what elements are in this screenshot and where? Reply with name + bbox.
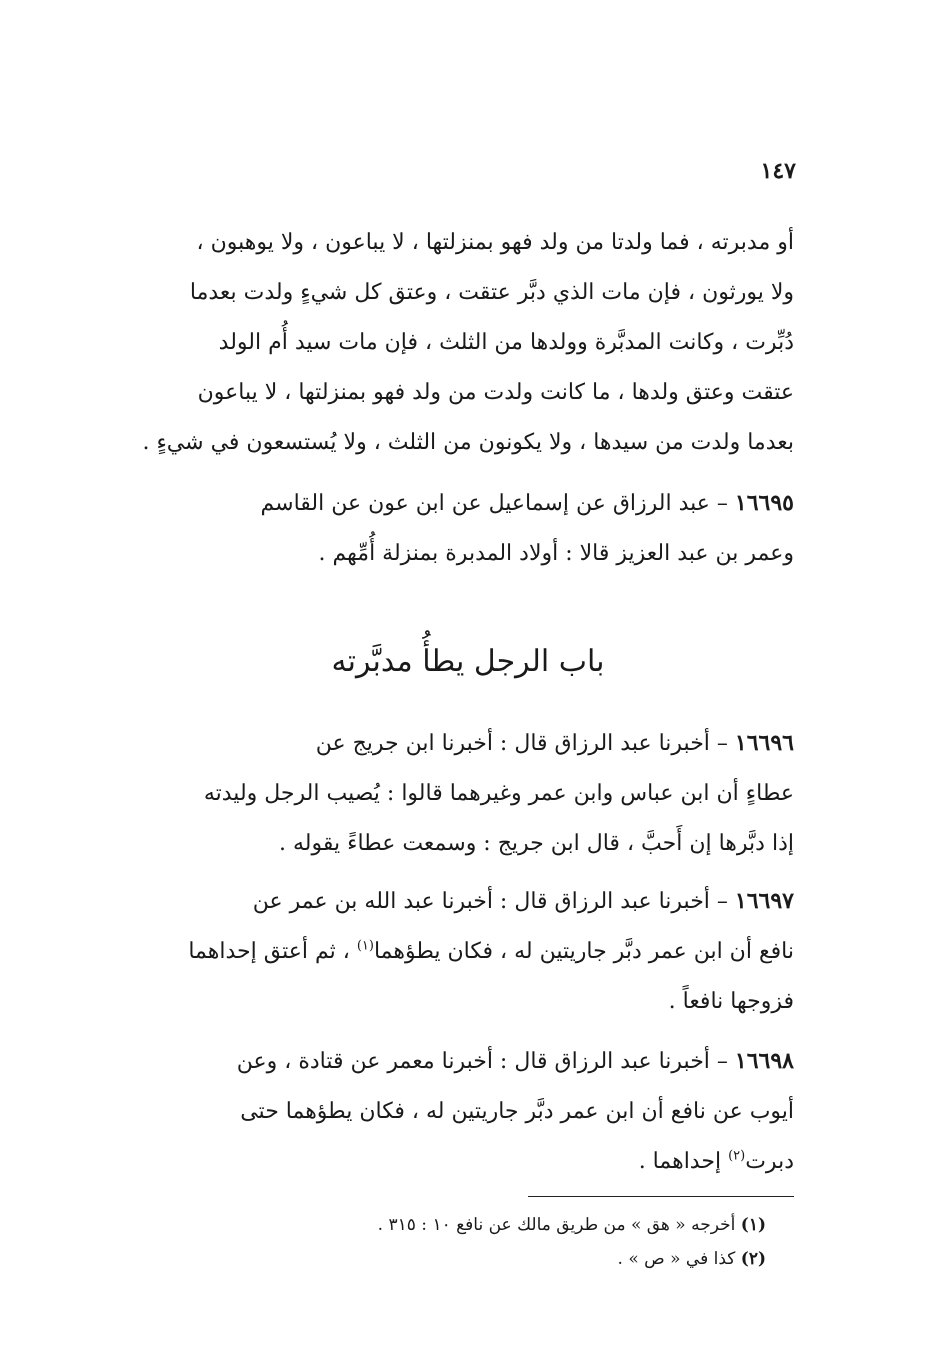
text-line <box>130 876 794 927</box>
footnote-marker: (١) <box>740 1215 766 1235</box>
entry-text: ، ثم أعتق إحداهما <box>188 939 350 964</box>
page-number: ١٤٧ <box>760 158 796 184</box>
text-line: أيوب عن نافع أن ابن عمر دبَّر جاريتين له ، فكان يطؤهما حتى <box>240 1099 794 1124</box>
entry-number: ١٦٦٩٧ <box>734 888 794 914</box>
text-line <box>130 478 794 529</box>
entry-text: – أخبرنا عبد الرزاق قال : أخبرنا معمر عن قتادة ، وعن <box>236 1049 728 1074</box>
entry-number: ١٦٦٩٨ <box>734 1048 794 1074</box>
text-line <box>130 1137 794 1187</box>
entry-16695 <box>130 478 794 579</box>
entry-16697 <box>130 876 794 1027</box>
entry-text: – أخبرنا عبد الرزاق قال : أخبرنا عبد الله بن عمر عن <box>252 889 728 914</box>
entry-text: نافع أن ابن عمر دبَّر جاريتين له ، فكان يطؤهما <box>373 939 794 964</box>
text-line: دُبِّرت ، وكانت المدبَّرة وولدها من الثلث ، فإن مات سيد أُم الولد <box>218 330 794 355</box>
footnotes <box>146 1208 766 1276</box>
footnote-text: كذا في « ص » . <box>617 1249 736 1269</box>
footnote-ref-1[interactable]: (١) <box>356 938 374 954</box>
chapter-heading: باب الرجل يطأُ مدبَّرته <box>331 644 605 679</box>
text-line: عطاءٍ أن ابن عباس وابن عمر وغيرهما قالوا : يُصيب الرجل وليدته <box>203 781 794 806</box>
footnote-text: أخرجه « هق » من طريق مالك عن نافع ١٠ : ٣١٥ . <box>377 1215 736 1235</box>
entry-text: دبرت <box>745 1149 794 1174</box>
text-line: ولا يورثون ، فإن مات الذي دبَّر عتقت ، وعتق كل شيءٍ ولدت بعدما <box>189 280 794 305</box>
footnote-marker: (٢) <box>740 1249 766 1269</box>
entry-number: ١٦٦٩٦ <box>734 730 794 756</box>
text-line <box>130 927 794 977</box>
entry-text: – عبد الرزاق عن إسماعيل عن ابن عون عن القاسم <box>260 491 728 516</box>
text-line <box>130 1036 794 1087</box>
entry-16698 <box>130 1036 794 1187</box>
text-line: عتقت وعتق ولدها ، ما كانت ولدت من ولد فهو بمنزلتها ، لا يباعون <box>197 380 794 405</box>
footnote-divider <box>528 1196 794 1197</box>
text-line: بعدما ولدت من سيدها ، ولا يكونون من الثلث ، ولا يُستسعون في شيءٍ . <box>142 430 794 455</box>
footnote-2 <box>146 1242 766 1276</box>
intro-paragraph <box>130 218 794 468</box>
text-line: إذا دبَّرها إن أَحبَّ ، قال ابن جريج : وسمعت عطاءً يقوله . <box>279 831 794 856</box>
entry-text: – أخبرنا عبد الرزاق قال : أخبرنا ابن جريج عن <box>315 731 728 756</box>
text-line: وعمر بن عبد العزيز قالا : أولاد المدبرة بمنزلة أُمِّهم . <box>318 541 794 566</box>
entry-16696 <box>130 718 794 869</box>
entry-number: ١٦٦٩٥ <box>734 490 794 516</box>
text-line <box>130 718 794 769</box>
footnote-1 <box>146 1208 766 1242</box>
text-line: فزوجها نافعاً . <box>668 989 794 1014</box>
text-line: أو مدبرته ، فما ولدتا من ولد فهو بمنزلتها ، لا يباعون ، ولا يوهبون ، <box>196 230 794 255</box>
footnote-ref-2[interactable]: (٢) <box>728 1148 746 1164</box>
entry-text: إحداهما . <box>638 1149 722 1174</box>
